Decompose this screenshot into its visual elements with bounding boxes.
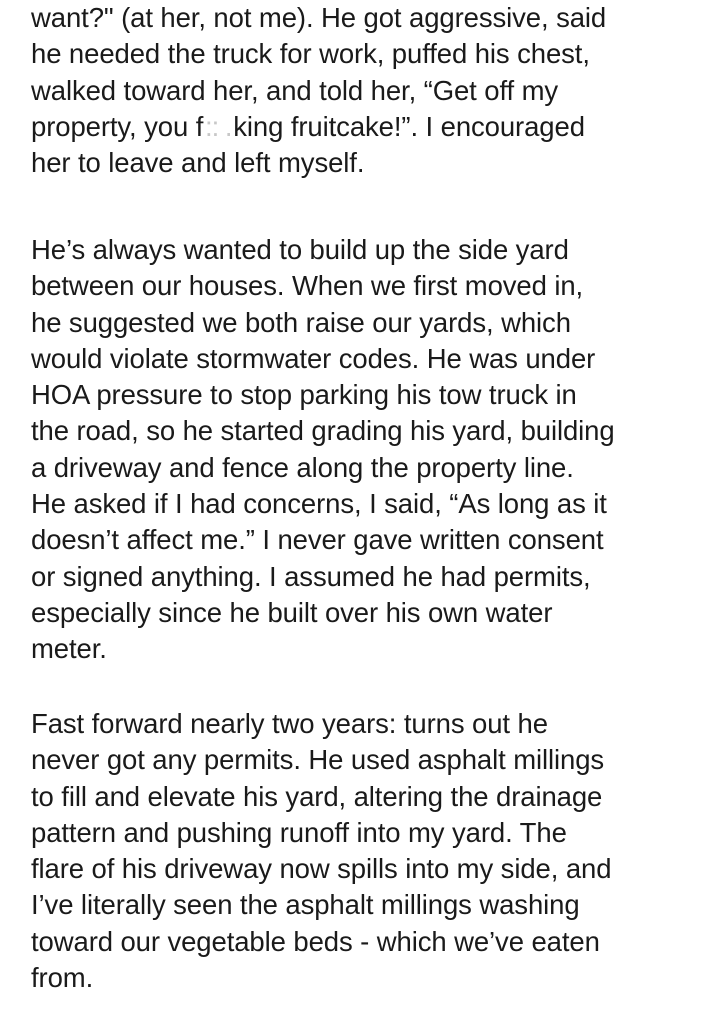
- text-line: doesn’t affect me.” I never gave written consent: [31, 524, 604, 556]
- censored-line-after: king fruitcake!”. I encouraged: [233, 110, 585, 142]
- text-line: would violate stormwater codes. He was under: [31, 342, 596, 374]
- paragraph-3: [31, 706, 721, 996]
- text-line: to fill and elevate his yard, altering the drainage: [31, 780, 603, 812]
- text-line: pattern and pushing runoff into my yard. The: [31, 816, 567, 848]
- censor-mask: :: .: [204, 110, 232, 142]
- text-line: walked toward her, and told her, “Get off my: [31, 74, 559, 106]
- text-line: her to leave and left myself.: [31, 147, 365, 179]
- text-line: flare of his driveway now spills into my side, and: [31, 853, 612, 885]
- text-line: He asked if I had concerns, I said, “As long as it: [31, 488, 607, 520]
- text-line: toward our vegetable beds - which we’ve eaten: [31, 925, 600, 957]
- text-line: or signed anything. I assumed he had permits,: [31, 560, 591, 592]
- text-line: he suggested we both raise our yards, which: [31, 306, 571, 338]
- text-line: meter.: [31, 633, 107, 665]
- text-line: a driveway and fence along the property line.: [31, 451, 574, 483]
- text-line: I’ve literally seen the asphalt millings washing: [31, 889, 580, 921]
- text-line: especially since he built over his own water: [31, 596, 553, 628]
- censored-line-before: property, you f: [31, 110, 204, 142]
- paragraph-1: [31, 0, 721, 181]
- text-line: he needed the truck for work, puffed his chest,: [31, 38, 590, 70]
- text-line: from.: [31, 962, 94, 994]
- paragraph-2: [31, 232, 721, 668]
- text-line: want?" (at her, not me). He got aggressive, said: [31, 2, 607, 33]
- text-line: never got any permits. He used asphalt millings: [31, 744, 605, 776]
- censored-text-line: [31, 109, 721, 145]
- text-line: between our houses. When we first moved in,: [31, 270, 584, 302]
- text-line: Fast forward nearly two years: turns out he: [31, 708, 548, 739]
- text-line: HOA pressure to stop parking his tow truck in: [31, 379, 577, 411]
- text-line: He’s always wanted to build up the side yard: [31, 234, 569, 265]
- text-line: the road, so he started grading his yard, building: [31, 415, 615, 447]
